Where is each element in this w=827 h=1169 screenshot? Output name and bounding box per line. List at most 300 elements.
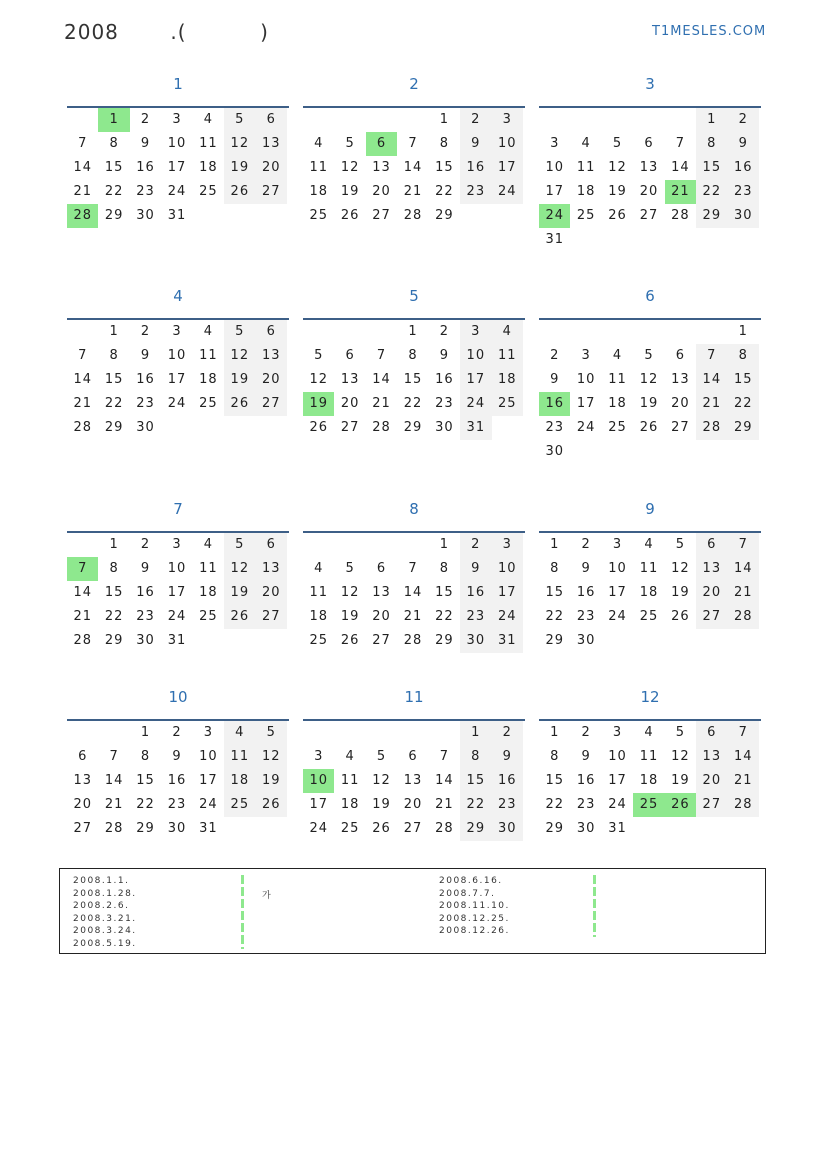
day-cell: 23 [460, 180, 491, 204]
day-cell: 16 [728, 156, 759, 180]
day-cell: 11 [576, 160, 596, 175]
day-cell: 20 [340, 396, 360, 411]
holiday-day-cell: 19 [303, 392, 334, 416]
day-cell: 10 [167, 561, 187, 576]
day-cell: 14 [403, 160, 423, 175]
day-cell: 22 [435, 184, 454, 199]
day-cell: 15 [728, 368, 759, 392]
day-cell: 30 [460, 629, 491, 653]
month-label: 5 [409, 287, 419, 305]
month-6 [539, 285, 761, 464]
day-cell: 11 [340, 773, 360, 788]
day-cell: 9 [581, 749, 591, 764]
day-cell: 12 [309, 372, 328, 387]
day-cell: 30 [545, 444, 564, 459]
day-cell: 27 [372, 208, 391, 223]
day-cell: 16 [167, 773, 187, 788]
day-cell: 9 [492, 745, 523, 769]
day-cell: 22 [460, 793, 491, 817]
day-cell: 20 [696, 769, 727, 793]
day-cell: 10 [576, 372, 596, 387]
day-cell: 1 [140, 725, 151, 740]
month-4 [67, 285, 289, 440]
day-cell: 7 [78, 348, 88, 363]
empty-cell [696, 320, 727, 344]
legend-date: 2008.2.6. [73, 901, 130, 912]
day-cell: 11 [309, 585, 328, 600]
empty-cell [303, 108, 334, 132]
day-cell: 6 [408, 749, 418, 764]
legend-date: 2008.5.19. [73, 938, 137, 949]
holiday-day-cell: 24 [539, 204, 570, 228]
day-cell: 23 [136, 396, 155, 411]
legend-date: 2008.11.10. [439, 901, 510, 912]
day-cell: 18 [199, 372, 218, 387]
day-cell: 17 [167, 160, 187, 175]
day-cell: 20 [256, 156, 287, 180]
day-cell: 13 [372, 585, 391, 600]
day-cell: 19 [639, 396, 659, 411]
month-3 [539, 73, 761, 252]
day-cell: 25 [224, 793, 255, 817]
title-year: 2008 [64, 20, 119, 44]
day-cell: 15 [435, 585, 454, 600]
site-logo[interactable]: T1MESLES.COM [652, 24, 767, 39]
day-cell: 26 [372, 821, 391, 836]
legend-date: 2008.3.21. [73, 913, 137, 924]
day-cell: 8 [439, 561, 450, 576]
day-cell: 30 [728, 204, 759, 228]
empty-cell [602, 108, 633, 132]
day-cell: 12 [340, 585, 360, 600]
day-cell: 22 [104, 609, 124, 624]
day-cell: 26 [256, 793, 287, 817]
day-cell: 16 [460, 156, 491, 180]
legend-date: 2008.6.16. [439, 876, 503, 886]
day-cell: 29 [104, 420, 124, 435]
day-cell: 15 [696, 156, 727, 180]
day-cell: 21 [728, 581, 759, 605]
day-cell: 17 [167, 585, 187, 600]
month-9 [539, 498, 761, 653]
month-grid [303, 320, 525, 440]
day-cell: 31 [460, 416, 491, 440]
month-grid [539, 108, 761, 252]
empty-cell [570, 320, 601, 344]
day-cell: 24 [309, 821, 328, 836]
day-cell: 2 [492, 721, 523, 745]
legend-date: 2008.3.24. [73, 926, 137, 937]
day-cell: 20 [403, 797, 423, 812]
day-cell: 23 [460, 605, 491, 629]
day-cell: 7 [439, 749, 450, 764]
day-cell: 27 [696, 605, 727, 629]
day-cell: 20 [372, 184, 391, 199]
day-cell: 14 [73, 585, 92, 600]
day-cell: 25 [492, 392, 523, 416]
month-5 [303, 285, 525, 440]
day-cell: 10 [545, 160, 564, 175]
day-cell: 27 [256, 392, 287, 416]
day-cell: 6 [256, 108, 287, 132]
day-cell: 27 [372, 633, 391, 648]
day-cell: 31 [199, 821, 218, 836]
day-cell: 22 [136, 797, 155, 812]
day-cell: 12 [671, 749, 690, 764]
day-cell: 21 [104, 797, 124, 812]
day-cell: 20 [671, 396, 690, 411]
holiday-day-cell: 1 [98, 108, 129, 132]
day-cell: 14 [73, 372, 92, 387]
day-cell: 12 [671, 561, 690, 576]
day-cell: 30 [492, 817, 523, 841]
month-12 [539, 686, 761, 841]
day-cell: 6 [696, 533, 727, 557]
day-cell: 8 [439, 136, 450, 151]
day-cell: 10 [608, 561, 627, 576]
day-cell: 28 [435, 821, 454, 836]
day-cell: 6 [256, 533, 287, 557]
day-cell: 8 [109, 348, 119, 363]
empty-cell [397, 108, 428, 132]
day-cell: 26 [224, 605, 255, 629]
day-cell: 17 [460, 368, 491, 392]
month-label: 6 [645, 287, 655, 305]
day-cell: 11 [199, 348, 218, 363]
day-cell: 3 [581, 348, 591, 363]
day-cell: 24 [167, 396, 187, 411]
empty-cell [366, 533, 397, 557]
day-cell: 23 [435, 396, 454, 411]
day-cell: 19 [608, 184, 627, 199]
day-cell: 12 [340, 160, 360, 175]
day-cell: 10 [608, 749, 627, 764]
day-cell: 12 [639, 372, 659, 387]
day-cell: 19 [256, 769, 287, 793]
day-cell: 3 [172, 324, 182, 339]
day-cell: 5 [224, 108, 255, 132]
day-cell: 23 [492, 793, 523, 817]
day-cell: 23 [576, 797, 596, 812]
empty-cell [67, 108, 98, 132]
day-cell: 17 [608, 585, 627, 600]
day-cell: 24 [492, 605, 523, 629]
title-rest: .( ) [118, 20, 269, 44]
day-cell: 15 [136, 773, 155, 788]
day-cell: 16 [136, 372, 155, 387]
month-label: 12 [640, 688, 660, 706]
day-cell: 29 [435, 208, 454, 223]
day-cell: 26 [340, 633, 360, 648]
day-cell: 25 [576, 208, 596, 223]
empty-cell [539, 320, 570, 344]
day-cell: 10 [199, 749, 218, 764]
day-cell: 24 [492, 180, 523, 204]
day-cell: 27 [671, 420, 690, 435]
day-cell: 4 [644, 725, 654, 740]
day-cell: 5 [256, 721, 287, 745]
month-label: 11 [404, 688, 424, 706]
day-cell: 21 [435, 797, 454, 812]
day-cell: 25 [199, 396, 218, 411]
month-label: 3 [645, 75, 655, 93]
day-cell: 14 [73, 160, 92, 175]
day-cell: 9 [460, 557, 491, 581]
day-cell: 28 [73, 420, 92, 435]
day-cell: 8 [550, 749, 560, 764]
day-cell: 2 [439, 324, 450, 339]
day-cell: 5 [224, 533, 255, 557]
day-cell: 27 [256, 180, 287, 204]
holiday-day-cell: 28 [67, 204, 98, 228]
empty-cell [334, 721, 365, 745]
day-cell: 16 [492, 769, 523, 793]
month-label: 2 [409, 75, 419, 93]
empty-cell [570, 108, 601, 132]
day-cell: 21 [73, 184, 92, 199]
day-cell: 29 [728, 416, 759, 440]
day-cell: 9 [581, 561, 591, 576]
day-cell: 28 [696, 416, 727, 440]
day-cell: 26 [224, 180, 255, 204]
day-cell: 4 [203, 324, 214, 339]
day-cell: 1 [408, 324, 418, 339]
day-cell: 18 [199, 585, 218, 600]
day-cell: 13 [340, 372, 360, 387]
day-cell: 2 [140, 537, 151, 552]
day-cell: 29 [460, 817, 491, 841]
day-cell: 19 [340, 184, 360, 199]
day-cell: 22 [104, 184, 124, 199]
empty-cell [303, 320, 334, 344]
day-cell: 9 [140, 561, 151, 576]
day-cell: 25 [639, 609, 659, 624]
day-cell: 30 [136, 208, 155, 223]
day-cell: 8 [109, 136, 119, 151]
day-cell: 18 [340, 797, 360, 812]
day-cell: 13 [256, 132, 287, 156]
legend-left-dates [73, 875, 137, 951]
day-cell: 1 [439, 112, 450, 127]
day-cell: 3 [460, 320, 491, 344]
day-cell: 9 [172, 749, 182, 764]
day-cell: 17 [608, 773, 627, 788]
month-label: 9 [645, 500, 655, 518]
day-cell: 18 [309, 609, 328, 624]
day-cell: 5 [376, 749, 387, 764]
day-cell: 15 [460, 769, 491, 793]
day-cell: 9 [728, 132, 759, 156]
day-cell: 12 [372, 773, 391, 788]
empty-cell [665, 320, 696, 344]
day-cell: 19 [224, 368, 255, 392]
month-grid [539, 533, 761, 653]
day-cell: 17 [545, 184, 564, 199]
day-cell: 14 [728, 557, 759, 581]
day-cell: 1 [109, 324, 119, 339]
legend-right-marker [593, 875, 596, 937]
day-cell: 20 [73, 797, 92, 812]
day-cell: 30 [435, 420, 454, 435]
day-cell: 16 [576, 585, 596, 600]
day-cell: 5 [644, 348, 654, 363]
empty-cell [98, 721, 129, 745]
month-grid [303, 721, 525, 841]
day-cell: 10 [492, 132, 523, 156]
day-cell: 6 [345, 348, 355, 363]
day-cell: 17 [199, 773, 218, 788]
day-cell: 18 [639, 585, 659, 600]
day-cell: 14 [696, 368, 727, 392]
day-cell: 3 [492, 108, 523, 132]
day-cell: 4 [581, 136, 591, 151]
month-11 [303, 686, 525, 841]
day-cell: 14 [671, 160, 690, 175]
day-cell: 24 [460, 392, 491, 416]
day-cell: 15 [104, 160, 124, 175]
month-label: 1 [173, 75, 183, 93]
day-cell: 8 [408, 348, 418, 363]
day-cell: 28 [104, 821, 124, 836]
day-cell: 13 [256, 557, 287, 581]
day-cell: 11 [309, 160, 328, 175]
day-cell: 31 [492, 629, 523, 653]
day-cell: 13 [696, 745, 727, 769]
day-cell: 22 [435, 609, 454, 624]
day-cell: 2 [140, 324, 151, 339]
day-cell: 8 [460, 745, 491, 769]
day-cell: 24 [608, 609, 627, 624]
day-cell: 9 [140, 348, 151, 363]
day-cell: 28 [728, 793, 759, 817]
day-cell: 1 [439, 537, 450, 552]
day-cell: 21 [696, 392, 727, 416]
day-cell: 17 [576, 396, 596, 411]
day-cell: 13 [639, 160, 659, 175]
day-cell: 4 [314, 561, 324, 576]
empty-cell [303, 533, 334, 557]
empty-cell [397, 721, 428, 745]
day-cell: 25 [199, 609, 218, 624]
day-cell: 3 [492, 533, 523, 557]
day-cell: 23 [728, 180, 759, 204]
day-cell: 22 [104, 396, 124, 411]
day-cell: 8 [728, 344, 759, 368]
month-2 [303, 73, 525, 228]
day-cell: 1 [550, 537, 560, 552]
day-cell: 21 [728, 769, 759, 793]
day-cell: 6 [256, 320, 287, 344]
day-cell: 29 [104, 633, 124, 648]
day-cell: 25 [309, 633, 328, 648]
day-cell: 1 [550, 725, 560, 740]
day-cell: 18 [224, 769, 255, 793]
day-cell: 7 [408, 561, 418, 576]
day-cell: 5 [345, 561, 355, 576]
day-cell: 9 [140, 136, 151, 151]
day-cell: 16 [460, 581, 491, 605]
day-cell: 4 [345, 749, 355, 764]
month-8 [303, 498, 525, 653]
day-cell: 8 [140, 749, 151, 764]
day-cell: 3 [612, 725, 623, 740]
holiday-day-cell: 26 [665, 793, 696, 817]
day-cell: 5 [675, 537, 686, 552]
day-cell: 8 [696, 132, 727, 156]
day-cell: 4 [224, 721, 255, 745]
day-cell: 5 [224, 320, 255, 344]
month-grid [303, 533, 525, 653]
month-7 [67, 498, 289, 653]
day-cell: 3 [314, 749, 324, 764]
day-cell: 1 [738, 324, 748, 339]
month-grid [539, 320, 761, 464]
day-cell: 9 [550, 372, 560, 387]
day-cell: 9 [439, 348, 450, 363]
day-cell: 4 [203, 112, 214, 127]
day-cell: 25 [199, 184, 218, 199]
day-cell: 4 [612, 348, 623, 363]
day-cell: 31 [167, 633, 187, 648]
day-cell: 11 [639, 561, 659, 576]
day-cell: 28 [728, 605, 759, 629]
day-cell: 19 [372, 797, 391, 812]
month-grid [67, 108, 289, 228]
month-grid [67, 721, 289, 841]
day-cell: 16 [435, 372, 454, 387]
day-cell: 14 [435, 773, 454, 788]
day-cell: 14 [728, 745, 759, 769]
day-cell: 3 [172, 112, 182, 127]
empty-cell [633, 320, 664, 344]
day-cell: 13 [671, 372, 690, 387]
month-1 [67, 73, 289, 228]
day-cell: 26 [224, 392, 255, 416]
day-cell: 24 [167, 609, 187, 624]
day-cell: 3 [203, 725, 214, 740]
holiday-day-cell: 25 [633, 793, 664, 817]
day-cell: 1 [109, 537, 119, 552]
day-cell: 2 [460, 533, 491, 557]
legend-left-marker [241, 875, 244, 949]
holiday-day-cell: 10 [303, 769, 334, 793]
day-cell: 6 [644, 136, 654, 151]
day-cell: 7 [728, 533, 759, 557]
day-cell: 11 [199, 136, 218, 151]
day-cell: 24 [608, 797, 627, 812]
day-cell: 17 [492, 581, 523, 605]
legend-left-note: 가 [262, 891, 271, 901]
empty-cell [366, 721, 397, 745]
day-cell: 28 [372, 420, 391, 435]
month-grid [67, 320, 289, 440]
empty-cell [366, 320, 397, 344]
day-cell: 6 [376, 561, 387, 576]
day-cell: 11 [608, 372, 627, 387]
day-cell: 7 [408, 136, 418, 151]
day-cell: 5 [675, 725, 686, 740]
day-cell: 7 [109, 749, 119, 764]
day-cell: 28 [403, 208, 423, 223]
day-cell: 5 [345, 136, 355, 151]
day-cell: 16 [576, 773, 596, 788]
day-cell: 16 [136, 160, 155, 175]
day-cell: 11 [492, 344, 523, 368]
day-cell: 29 [435, 633, 454, 648]
day-cell: 13 [73, 773, 92, 788]
day-cell: 17 [309, 797, 328, 812]
holiday-legend [59, 868, 766, 954]
